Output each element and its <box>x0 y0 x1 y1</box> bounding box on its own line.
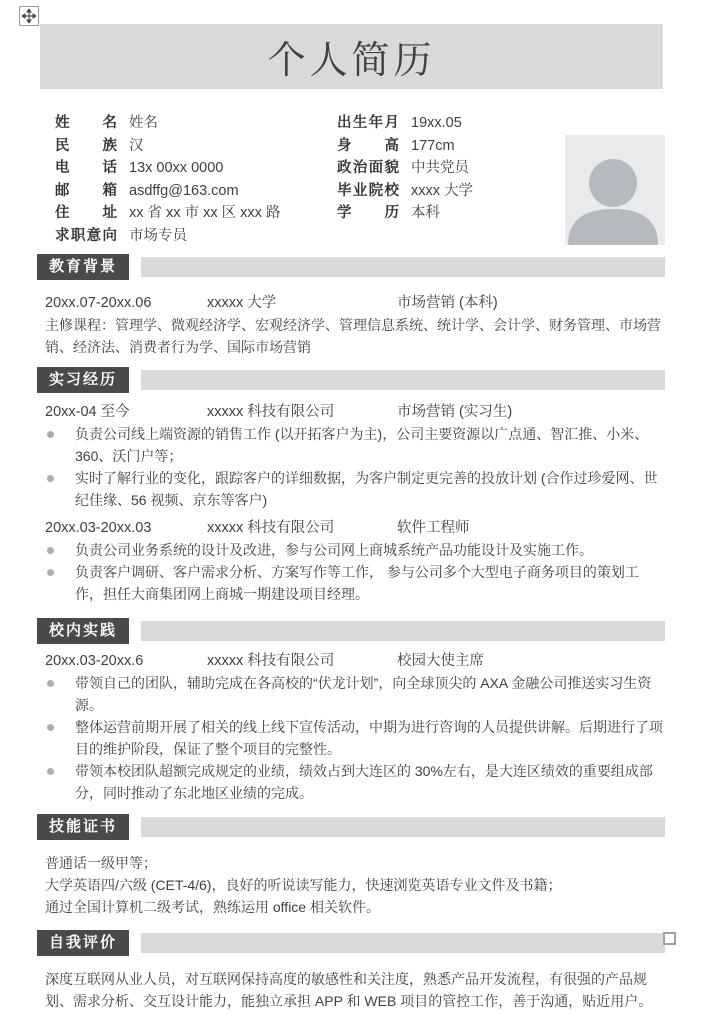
bullet-text: 负责公司业务系统的设计及改进，参与公司网上商城系统产品功能设计及实施工作。 <box>75 542 593 558</box>
info-value: xx 省 xx 市 xx 区 xxx 路 <box>129 205 281 221</box>
bullet-text: 负责客户调研、客户需求分析、方案写作等工作， 参与公司多个大型电子商务项目的策划工作，担任大商集团网上商城一期建设项目经理。 <box>75 564 639 602</box>
section-header-self-evaluation <box>37 930 665 956</box>
page-title-banner <box>40 24 663 89</box>
info-row-name <box>55 112 337 135</box>
info-row-phone <box>55 157 337 180</box>
info-value: 市场专员 <box>129 227 187 244</box>
info-value: 汉 <box>129 137 144 154</box>
entry-role: 市场营销 (实习生) <box>397 404 513 420</box>
info-value: 177cm <box>411 137 455 154</box>
bullet-dot-icon <box>47 431 54 438</box>
bullet-dot-icon <box>47 680 54 687</box>
info-label: 姓名 <box>55 115 117 131</box>
campus-entry-row <box>37 650 665 672</box>
self-evaluation-text: 深度互联网从业人员，对互联网保持高度的敏感性和关注度，熟悉产品开发流程，有很强的产品规划、需求分析、交互设计能力，能独立承担 APP 和 WEB 项目的管控工作，善于沟通，贴近用户。 <box>45 971 653 1009</box>
entry-organization: xxxxx 科技有限公司 <box>207 653 335 669</box>
table-move-handle[interactable] <box>19 6 39 26</box>
internship-bullet-list <box>37 539 665 605</box>
entry-period: 20xx.03-20xx.03 <box>45 520 152 536</box>
info-row-birth <box>337 112 572 135</box>
bullet-text: 实时了解行业的变化，跟踪客户的详细数据，为客户制定更完善的投放计划 (合作过珍爱网、世纪佳缘、56 视频、京东等客户) <box>75 470 658 508</box>
internship-bullet-list <box>37 423 665 511</box>
entry-organization: xxxxx 科技有限公司 <box>207 520 335 536</box>
skill-line: 通过全国计算机二级考试，熟练运用 office 相关软件。 <box>45 899 380 915</box>
bullet-text: 负责公司线上端资源的销售工作 (以开拓客户为主)，公司主要资源以广点通、智汇推、小米、360、沃门户等； <box>75 426 649 464</box>
section-title: 自我评价 <box>37 930 129 956</box>
bullet-dot-icon <box>47 475 54 482</box>
info-label: 出生年月 <box>337 115 399 131</box>
info-row-email <box>55 180 337 203</box>
section-header-internship <box>37 367 665 393</box>
education-entry-row <box>37 292 665 314</box>
info-label: 电话 <box>55 160 117 176</box>
bullet-item <box>37 539 665 561</box>
resume-body <box>37 250 665 1012</box>
info-row-political-status <box>337 157 572 180</box>
bullet-text: 整体运营前期开展了相关的线上线下宣传活动，中期为进行咨询的人员提供讲解。后期进行了项目的维护阶段，保证了整个项目的完整性。 <box>75 719 663 757</box>
info-row-degree <box>337 202 572 225</box>
internship-entry-row <box>37 517 665 539</box>
info-value: 19xx.05 <box>411 115 462 131</box>
bullet-dot-icon <box>47 569 54 576</box>
bullet-item <box>37 716 665 760</box>
info-row-job-intention <box>55 225 337 248</box>
info-label: 身高 <box>337 137 399 154</box>
section-header-bar <box>141 621 665 641</box>
info-value: xxxx 大学 <box>411 182 474 199</box>
info-value: 本科 <box>411 205 440 221</box>
bullet-text: 带领自己的团队，辅助完成在各高校的“伏龙计划”，向全球顶尖的 AXA 金融公司推送实习生资源。 <box>75 675 652 713</box>
table-resize-handle[interactable] <box>663 932 676 945</box>
education-courses: 主修课程：管理学、微观经济学、宏观经济学、管理信息系统、统计学、会计学、财务管理、市场营销、经济法、消费者行为学、国际市场营销 <box>45 317 661 355</box>
bullet-item <box>37 672 665 716</box>
section-header-skills <box>37 814 665 840</box>
photo-placeholder <box>565 135 665 245</box>
info-label: 求职意向 <box>55 227 117 244</box>
section-title: 教育背景 <box>37 254 129 280</box>
info-label: 民族 <box>55 137 117 154</box>
info-label: 学历 <box>337 205 399 221</box>
section-title: 校内实践 <box>37 618 129 644</box>
bullet-item <box>37 423 665 467</box>
move-arrows-icon <box>22 9 36 23</box>
personal-info-left-column <box>55 112 337 247</box>
entry-role: 软件工程师 <box>397 520 470 536</box>
bullet-item <box>37 561 665 605</box>
section-header-bar <box>141 817 665 837</box>
bullet-item <box>37 760 665 804</box>
info-value: 中共党员 <box>411 160 469 176</box>
section-header-bar <box>141 257 665 277</box>
section-header-bar <box>141 370 665 390</box>
entry-period: 20xx.07-20xx.06 <box>45 295 152 311</box>
info-label: 政治面貌 <box>337 160 399 176</box>
bullet-dot-icon <box>47 724 54 731</box>
info-row-address <box>55 202 337 225</box>
info-label: 毕业院校 <box>337 182 399 199</box>
avatar-icon <box>565 232 665 245</box>
personal-info-right-column <box>337 112 572 247</box>
info-row-height <box>337 135 572 158</box>
info-value: asdffg@163.com <box>129 182 239 199</box>
entry-role: 市场营销 (本科) <box>397 295 498 311</box>
entry-period: 20xx-04 至今 <box>45 404 130 420</box>
info-row-ethnicity <box>55 135 337 158</box>
page-title: 个人简历 <box>267 40 436 82</box>
section-header-education <box>37 254 665 280</box>
entry-organization: xxxxx 科技有限公司 <box>207 404 335 420</box>
bullet-text: 带领本校团队超额完成规定的业绩，绩效占到大连区的 30%左右，是大连区绩效的重要组成部分，同时推动了东北地区业绩的完成。 <box>75 763 653 801</box>
entry-role: 校园大使主席 <box>397 653 484 669</box>
bullet-item <box>37 467 665 511</box>
bullet-dot-icon <box>47 547 54 554</box>
info-row-university <box>337 180 572 203</box>
section-title: 技能证书 <box>37 814 129 840</box>
campus-bullet-list <box>37 672 665 804</box>
info-value: 姓名 <box>129 115 158 131</box>
info-value: 13x 00xx 0000 <box>129 160 224 176</box>
entry-period: 20xx.03-20xx.6 <box>45 653 144 669</box>
bullet-dot-icon <box>47 768 54 775</box>
section-header-bar <box>141 933 665 953</box>
section-header-campus <box>37 618 665 644</box>
skill-line: 大学英语四/六级 (CET-4/6)，良好的听说读写能力，快速浏览英语专业文件及书籍； <box>45 877 562 893</box>
info-label: 邮箱 <box>55 182 117 199</box>
skill-line: 普通话一级甲等； <box>45 855 157 871</box>
info-label: 住址 <box>55 205 117 221</box>
entry-organization: xxxxx 大学 <box>207 295 277 311</box>
section-title: 实习经历 <box>37 367 129 393</box>
internship-entry-row <box>37 401 665 423</box>
